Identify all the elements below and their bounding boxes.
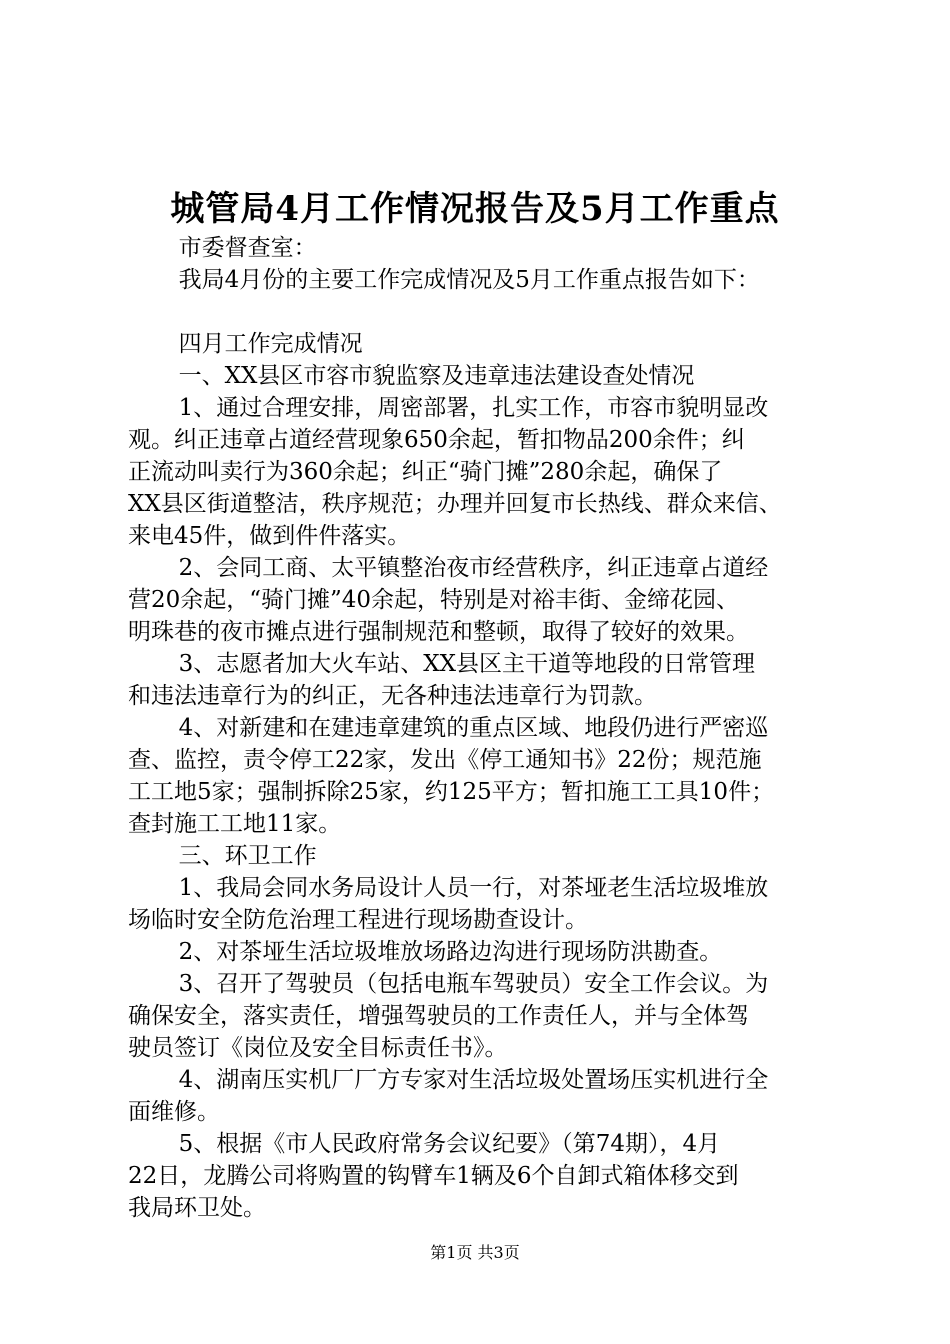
- body-line: 查封施工工地11家。: [128, 811, 342, 837]
- body-line: 市委督查室：: [178, 235, 317, 261]
- body-line: 营20余起，“骑门摊”40余起，特别是对裕丰街、金缔花园、: [128, 587, 740, 613]
- page-footer: 第1页 共3页: [430, 1243, 520, 1262]
- body-line: 我局4月份的主要工作完成情况及5月工作重点报告如下：: [178, 267, 760, 293]
- body-line: 和违法违章行为的纠正，无各种违法违章行为罚款。: [128, 683, 657, 709]
- body-line: 1、通过合理安排，周密部署，扎实工作，市容市貌明显改: [178, 395, 769, 421]
- body-line: 三、环卫工作: [178, 843, 317, 869]
- body-line: XX县区街道整洁，秩序规范；办理并回复市长热线、群众来信、: [128, 491, 782, 517]
- body-line: 明珠巷的夜市摊点进行强制规范和整顿，取得了较好的效果。: [128, 619, 749, 645]
- body-line: [128, 296, 850, 328]
- body-line: 面维修。: [128, 1099, 220, 1125]
- body-line: 4、对新建和在建违章建筑的重点区域、地段仍进行严密巡: [178, 715, 769, 741]
- document-title: 城管局4月工作情况报告及5月工作重点: [170, 189, 780, 229]
- body-line: 我局环卫处。: [128, 1195, 266, 1221]
- body-line: 4、湖南压实机厂厂方专家对生活垃圾处置场压实机进行全: [178, 1067, 769, 1093]
- body-line: 查、监控，责令停工22家，发出《停工通知书》22份；规范施: [128, 747, 762, 773]
- body-line: 2、会同工商、太平镇整治夜市经营秩序，纠正违章占道经: [178, 555, 769, 581]
- body-line: 来电45件，做到件件落实。: [128, 523, 411, 549]
- document-body: [128, 232, 850, 1224]
- body-line: 3、志愿者加大火车站、XX县区主干道等地段的日常管理: [178, 651, 755, 677]
- body-line: 1、我局会同水务局设计人员一行，对茶垭老生活垃圾堆放: [178, 875, 769, 901]
- body-line: 正流动叫卖行为360余起；纠正“骑门摊”280余起，确保了: [128, 459, 723, 485]
- body-line: 22日，龙腾公司将购置的钩臂车1辆及6个自卸式箱体移交到: [128, 1163, 739, 1189]
- body-line: 5、根据《市人民政府常务会议纪要》（第74期），4月: [178, 1131, 721, 1157]
- body-line: 观。纠正违章占道经营现象650余起，暂扣物品200余件；纠: [128, 427, 745, 453]
- body-line: 工工地5家；强制拆除25家，约125平方；暂扣施工工具10件；: [128, 779, 775, 805]
- body-line: 四月工作完成情况: [178, 331, 363, 357]
- body-line: 一、XX县区市容市貌监察及违章违法建设查处情况: [178, 363, 695, 389]
- body-line: 2、对茶垭生活垃圾堆放场路边沟进行现场防洪勘查。: [178, 939, 723, 965]
- body-line: 场临时安全防危治理工程进行现场勘查设计。: [128, 907, 588, 933]
- body-line: 3、召开了驾驶员（包括电瓶车驾驶员）安全工作会议。为: [178, 971, 769, 997]
- body-line: 驶员签订《岗位及安全目标责任书》。: [128, 1035, 508, 1061]
- body-line: 确保安全，落实责任，增强驾驶员的工作责任人，并与全体驾: [128, 1003, 749, 1029]
